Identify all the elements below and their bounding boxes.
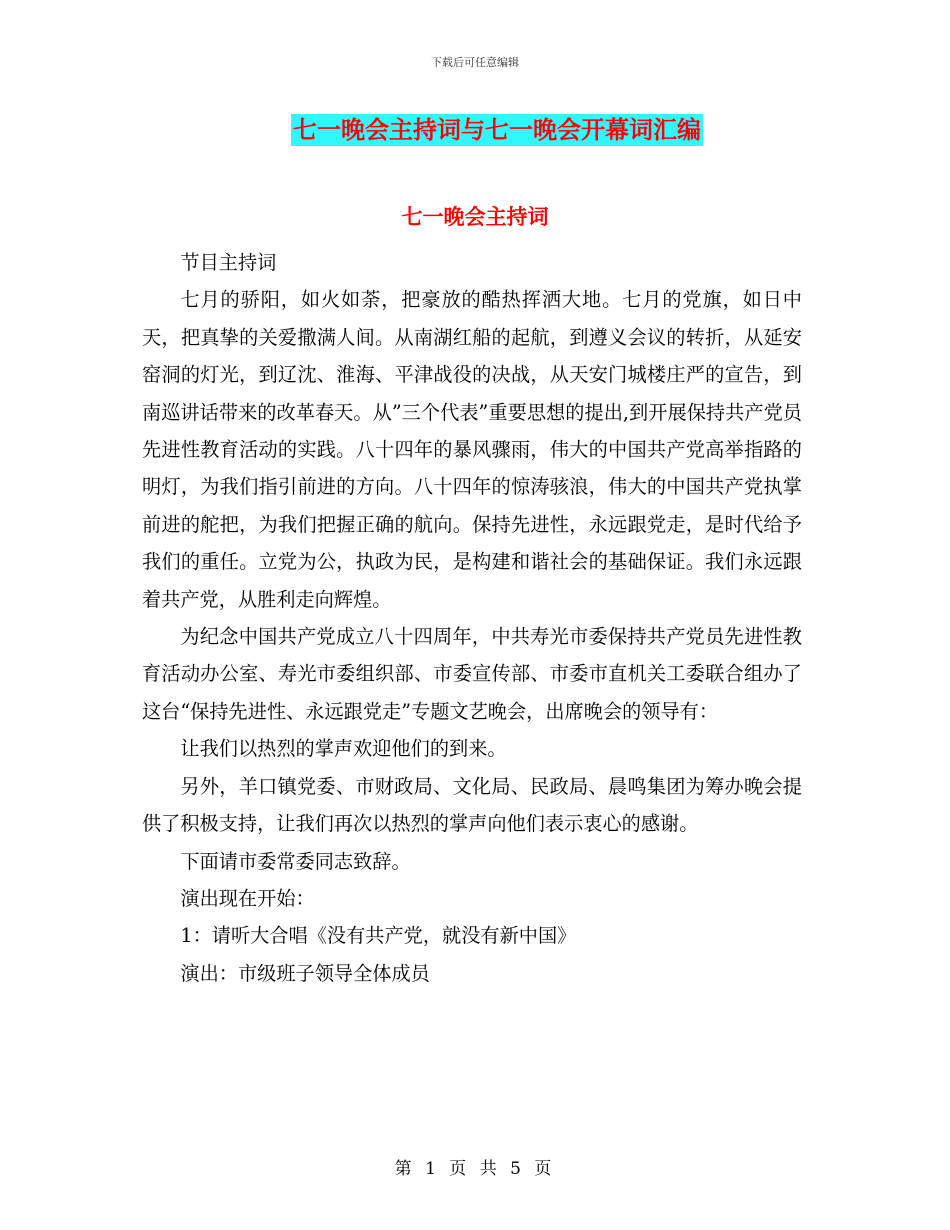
paragraph: 下面请市委常委同志致辞。 (180, 849, 411, 873)
paragraph: 演出现在开始： (180, 886, 315, 910)
main-title-container (0, 114, 950, 146)
paragraph: 为纪念中国共产党成立八十四周年，中共寿光市委保持共产党员先进性教育活动办公室、寿光市委组织部、市委宣传部、市委市直机关工委联合组办了这台“保持先进性、永远跟党走”专题文艺晚会，出席晚会的领导有： (142, 625, 802, 723)
paragraph: 节目主持词 (180, 251, 277, 274)
page-footer: 第 1 页 共 5 页 (394, 1159, 556, 1179)
paragraph: 演出：市级班子领导全体成员 (180, 961, 430, 985)
paragraph: 另外，羊口镇党委、市财政局、文化局、民政局、晨鸣集团为筹办晚会提供了积极支持，让我们再次以热烈的掌声向他们表示衷心的感谢。 (142, 774, 802, 836)
paragraph: 七月的骄阳，如火如荼，把豪放的酷热挥洒大地。七月的党旗，如日中天，把真挚的关爱撒满人间。从南湖红船的起航，到遵义会议的转折，从延安窑洞的灯光，到辽沈、淮海、平津战役的决战，从天安门城楼庄严的宣告，到南巡讲话带来的改革春天。从”三个代表”重要思想的提出,到开展保持共产党员先进性教育活动的实践。八十四年的暴风骤雨，伟大的中国共产党高举指路的明灯，为我们指引前进的方向。八十四年的惊涛骇浪，伟大的中国共产党执掌前进的舵把，为我们把握正确的航向。保持先进性，永远跟党走，是时代给予我们的重任。立党为公，执政为民，是构建和谐社会的基础保证。我们永远跟着共产党，从胜利走向辉煌。 (142, 288, 802, 611)
document-body (142, 244, 802, 992)
main-title: 七一晚会主持词与七一晚会开幕词汇编 (293, 115, 701, 144)
section-title: 七一晚会主持词 (401, 204, 549, 229)
paragraph: 1：请听大合唱《没有共产党，就没有新中国》 (180, 924, 577, 948)
paragraph: 让我们以热烈的掌声欢迎他们的到来。 (180, 737, 507, 761)
header-note: 下载后可任意编辑 (431, 56, 519, 69)
